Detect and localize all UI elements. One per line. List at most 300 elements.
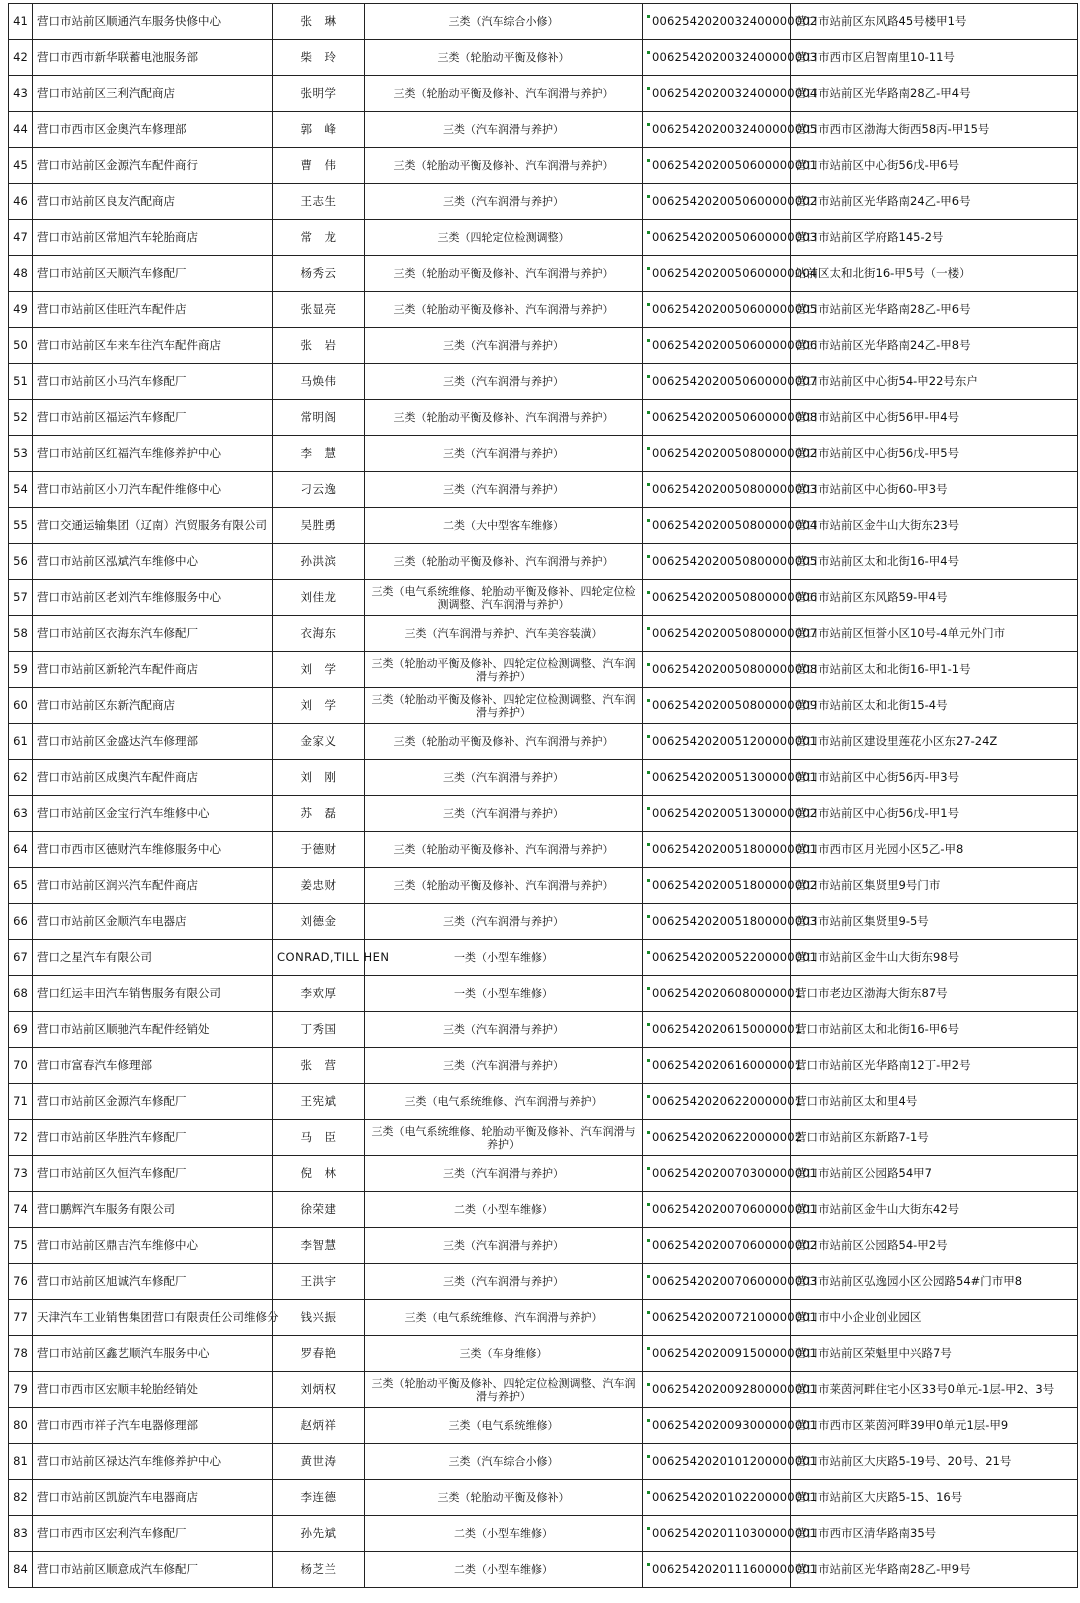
table-row: [9, 580, 1078, 616]
license-number-text: 0062542020050800000006: [652, 590, 818, 604]
business-category-cell: 二类（小型车维修）: [365, 1192, 643, 1228]
cell-corner-marker: [647, 123, 650, 126]
business-name-cell: 营口红运丰田汽车销售服务有限公司: [33, 976, 273, 1012]
license-number-cell: [643, 1480, 818, 1516]
legal-representative-cell: 孙先斌: [273, 1516, 365, 1552]
license-number-text: 0062542020050600000001: [652, 158, 818, 172]
table-row: [9, 1084, 1078, 1120]
business-category-cell: 三类（轮胎动平衡及修补、汽车润滑与养护）: [365, 868, 643, 904]
cell-corner-marker: [647, 843, 650, 846]
row-number-cell: 84: [9, 1552, 33, 1588]
business-category-cell: 三类（轮胎动平衡及修补）: [365, 40, 643, 76]
table-body: [9, 4, 1078, 1588]
legal-representative-cell: 赵炳祥: [273, 1408, 365, 1444]
license-number-text: 0062542020050800000004: [652, 518, 818, 532]
business-category-cell: 三类（汽车润滑与养护）: [365, 364, 643, 400]
cell-corner-marker: [647, 15, 650, 18]
license-number-text: 0062542020050600000006: [652, 338, 818, 352]
row-number-cell: 58: [9, 616, 33, 652]
license-number-cell: [643, 256, 818, 292]
legal-representative-cell: 王洪宇: [273, 1264, 365, 1300]
legal-representative-cell: 李欢厚: [273, 976, 365, 1012]
legal-representative-cell: 曹 伟: [273, 148, 365, 184]
business-category-cell: 三类（轮胎动平衡及修补、汽车润滑与养护）: [365, 76, 643, 112]
license-number-cell: [643, 112, 818, 148]
table-row: [9, 868, 1078, 904]
table-row: [9, 1264, 1078, 1300]
legal-representative-cell: 王志生: [273, 184, 365, 220]
cell-corner-marker: [647, 267, 650, 270]
row-number-cell: 73: [9, 1156, 33, 1192]
business-address-cell: 营口市西市区渤海大街西58丙-甲15号: [791, 112, 1078, 148]
license-number-text: 0062542020050800000008: [652, 662, 818, 676]
cell-corner-marker: [647, 915, 650, 918]
business-address-cell: 营口市站前区光华路南28乙-甲9号: [791, 1552, 1078, 1588]
table-row: [9, 1408, 1078, 1444]
license-number-text: 0062542020050600000005: [652, 302, 818, 316]
cell-corner-marker: [647, 51, 650, 54]
table-row: [9, 544, 1078, 580]
row-number-cell: 68: [9, 976, 33, 1012]
cell-corner-marker: [647, 627, 650, 630]
cell-corner-marker: [647, 303, 650, 306]
license-number-cell: [643, 508, 818, 544]
license-number-cell: [643, 148, 818, 184]
license-number-cell: [643, 76, 818, 112]
license-number-cell: [643, 1084, 803, 1120]
business-name-cell: 营口市站前区旭诚汽车修配厂: [33, 1264, 273, 1300]
legal-representative-cell: 李连德: [273, 1480, 365, 1516]
legal-representative-cell: 钱兴振: [273, 1300, 365, 1336]
cell-corner-marker: [647, 663, 650, 666]
license-number-cell: [643, 1444, 818, 1480]
business-address-cell: 营口市站前区集贤里9号门市: [791, 868, 1078, 904]
business-name-cell: 营口市西市区宏利汽车修配厂: [33, 1516, 273, 1552]
business-category-cell: 一类（小型车维修）: [365, 940, 643, 976]
cell-corner-marker: [647, 1527, 650, 1530]
license-number-cell: [643, 688, 818, 724]
business-address-cell: 营口市站前区中心街56戊-甲5号: [791, 436, 1078, 472]
registry-sheet: [8, 3, 1077, 1588]
business-name-cell: 营口市站前区顺通汽车服务快修中心: [33, 4, 273, 40]
cell-corner-marker: [647, 483, 650, 486]
business-name-cell: 天津汽车工业销售集团营口有限责任公司维修分: [33, 1300, 273, 1336]
row-number-cell: 55: [9, 508, 33, 544]
business-category-cell: 三类（轮胎动平衡及修补、汽车润滑与养护）: [365, 292, 643, 328]
row-number-cell: 44: [9, 112, 33, 148]
license-number-cell: [643, 796, 818, 832]
license-number-text: 0062542020050800000005: [652, 554, 818, 568]
cell-corner-marker: [647, 87, 650, 90]
cell-corner-marker: [647, 1239, 650, 1242]
business-name-cell: 营口市站前区成奥汽车配件商店: [33, 760, 273, 796]
license-number-cell: [643, 220, 818, 256]
business-category-cell: 三类（汽车润滑与养护）: [365, 1012, 643, 1048]
legal-representative-cell: 郭 峰: [273, 112, 365, 148]
table-row: [9, 688, 1078, 724]
row-number-cell: 82: [9, 1480, 33, 1516]
license-number-cell: [643, 1228, 818, 1264]
business-address-cell: 营口市站前区公园路54甲7: [791, 1156, 1078, 1192]
legal-representative-cell: 王宪斌: [273, 1084, 365, 1120]
business-name-cell: 营口市站前区凯旋汽车电器商店: [33, 1480, 273, 1516]
business-name-cell: 营口市站前区鑫艺顺汽车服务中心: [33, 1336, 273, 1372]
legal-representative-cell: 李 慧: [273, 436, 365, 472]
legal-representative-cell: 于德财: [273, 832, 365, 868]
cell-corner-marker: [647, 771, 650, 774]
business-address-cell: 营口市站前区建设里莲花小区东27-24Z: [791, 724, 1078, 760]
business-address-cell: 营口市站前区中心街54-甲22号东户: [791, 364, 1078, 400]
table-row: [9, 796, 1078, 832]
table-row: [9, 832, 1078, 868]
license-number-text: 0062542020092800000001: [652, 1382, 818, 1396]
row-number-cell: 62: [9, 760, 33, 796]
business-category-cell: 一类（小型车维修）: [365, 976, 643, 1012]
cell-corner-marker: [647, 519, 650, 522]
legal-representative-cell: 马 臣: [273, 1120, 365, 1156]
business-category-cell: 三类（电气系统维修、汽车润滑与养护）: [365, 1084, 643, 1120]
row-number-cell: 57: [9, 580, 33, 616]
business-category-cell: 三类（汽车润滑与养护）: [365, 112, 643, 148]
row-number-cell: 79: [9, 1372, 33, 1408]
table-row: [9, 760, 1078, 796]
business-address-cell: 营口市站前区东新路7-1号: [791, 1120, 1078, 1156]
cell-corner-marker: [647, 1491, 650, 1494]
business-name-cell: 营口市站前区小马汽车修配厂: [33, 364, 273, 400]
business-name-cell: 营口市站前区泓斌汽车维修中心: [33, 544, 273, 580]
business-name-cell: 营口市站前区东新汽配商店: [33, 688, 273, 724]
row-number-cell: 42: [9, 40, 33, 76]
license-number-text: 0062542020091500000001: [652, 1346, 818, 1360]
table-row: [9, 1048, 1078, 1084]
business-name-cell: 营口市西市祥子汽车电器修理部: [33, 1408, 273, 1444]
row-number-cell: 56: [9, 544, 33, 580]
business-address-cell: 营口市站前区光华路南28乙-甲4号: [791, 76, 1078, 112]
cell-corner-marker: [647, 1059, 650, 1062]
row-number-cell: 70: [9, 1048, 33, 1084]
table-row: [9, 1012, 1078, 1048]
business-address-cell: 营口市中小企业创业园区: [791, 1300, 1078, 1336]
business-category-cell: 三类（电气系统维修、轮胎动平衡及修补、汽车润滑与养护）: [365, 1120, 643, 1156]
row-number-cell: 52: [9, 400, 33, 436]
business-address-cell: 营口市站前区东风路59-甲4号: [791, 580, 1078, 616]
legal-representative-cell: 罗春艳: [273, 1336, 365, 1372]
business-address-cell: 营口市站前区中心街60-甲3号: [791, 472, 1078, 508]
table-row: [9, 112, 1078, 148]
business-address-cell: 站前区太和北街16-甲5号（一楼）: [791, 256, 1078, 292]
business-category-cell: 三类（轮胎动平衡及修补、汽车润滑与养护）: [365, 400, 643, 436]
business-name-cell: 营口市站前区华胜汽车修配厂: [33, 1120, 273, 1156]
license-number-cell: [643, 1048, 803, 1084]
cell-corner-marker: [647, 555, 650, 558]
license-number-text: 0062542020070300000001: [652, 1166, 818, 1180]
business-address-cell: 营口市站前区金牛山大街东42号: [791, 1192, 1078, 1228]
license-number-cell: [643, 472, 818, 508]
license-number-cell: [643, 616, 818, 652]
row-number-cell: 81: [9, 1444, 33, 1480]
table-row: [9, 508, 1078, 544]
license-number-cell: [643, 976, 803, 1012]
license-number-cell: [643, 1192, 818, 1228]
business-address-cell: 营口市站前区光华路南28乙-甲6号: [791, 292, 1078, 328]
legal-representative-cell: 张 岩: [273, 328, 365, 364]
legal-representative-cell: 张显亮: [273, 292, 365, 328]
business-name-cell: 营口市站前区衣海东汽车修配厂: [33, 616, 273, 652]
row-number-cell: 51: [9, 364, 33, 400]
license-number-cell: [643, 1336, 818, 1372]
row-number-cell: 63: [9, 796, 33, 832]
business-category-cell: 三类（电气系统维修）: [365, 1408, 643, 1444]
business-name-cell: 营口市站前区佳旺汽车配件店: [33, 292, 273, 328]
license-number-text: 0062542020051300000002: [652, 806, 818, 820]
row-number-cell: 49: [9, 292, 33, 328]
cell-corner-marker: [647, 231, 650, 234]
table-row: [9, 1156, 1078, 1192]
row-number-cell: 60: [9, 688, 33, 724]
legal-representative-cell: 孙洪滨: [273, 544, 365, 580]
table-row: [9, 184, 1078, 220]
cell-corner-marker: [647, 339, 650, 342]
business-name-cell: 营口市西市区宏顺丰轮胎经销处: [33, 1372, 273, 1408]
business-name-cell: 营口市西市新华联蓄电池服务部: [33, 40, 273, 76]
business-address-cell: 营口市站前区光华路南24乙-甲6号: [791, 184, 1078, 220]
business-name-cell: 营口市站前区顺驰汽车配件经销处: [33, 1012, 273, 1048]
license-number-cell: [643, 400, 818, 436]
license-number-text: 0062542020070600000002: [652, 1238, 818, 1252]
license-number-cell: [643, 364, 818, 400]
license-number-cell: [643, 652, 818, 688]
business-name-cell: 营口市站前区良友汽配商店: [33, 184, 273, 220]
business-name-cell: 营口市站前区老刘汽车维修服务中心: [33, 580, 273, 616]
business-category-cell: 三类（电气系统维修、轮胎动平衡及修补、四轮定位检测调整、汽车润滑与养护）: [365, 580, 643, 616]
business-name-cell: 营口市站前区常旭汽车轮胎商店: [33, 220, 273, 256]
license-number-text: 0062542020070600000001: [652, 1202, 818, 1216]
business-address-cell: 营口市站前区光华路南12丁-甲2号: [791, 1048, 1078, 1084]
license-number-text: 0062542020032400000002: [652, 14, 818, 28]
row-number-cell: 75: [9, 1228, 33, 1264]
legal-representative-cell: 金家义: [273, 724, 365, 760]
legal-representative-cell: 刘 学: [273, 652, 365, 688]
business-address-cell: 营口市西市区莱茵河畔39甲0单元1层-甲9: [791, 1408, 1078, 1444]
business-category-cell: 二类（大中型客车维修）: [365, 508, 643, 544]
legal-representative-cell: 姜忠财: [273, 868, 365, 904]
business-address-cell: 营口市站前区集贤里9-5号: [791, 904, 1078, 940]
legal-representative-cell: 张 营: [273, 1048, 365, 1084]
legal-representative-cell: 张 琳: [273, 4, 365, 40]
business-category-cell: 三类（轮胎动平衡及修补、汽车润滑与养护）: [365, 724, 643, 760]
legal-representative-cell: 徐荣建: [273, 1192, 365, 1228]
license-number-text: 0062542020051800000003: [652, 914, 818, 928]
cell-corner-marker: [647, 1383, 650, 1386]
row-number-cell: 59: [9, 652, 33, 688]
row-number-cell: 45: [9, 148, 33, 184]
license-number-cell: [643, 436, 818, 472]
business-address-cell: 营口市站前区弘逸园小区公园路54#门市甲8: [791, 1264, 1078, 1300]
business-category-cell: 三类（汽车润滑与养护、汽车美容装潢）: [365, 616, 643, 652]
legal-representative-cell: 吴胜勇: [273, 508, 365, 544]
business-category-cell: 三类（汽车润滑与养护）: [365, 1228, 643, 1264]
table-row: [9, 616, 1078, 652]
table-row: [9, 292, 1078, 328]
business-category-cell: 三类（汽车综合小修）: [365, 1444, 643, 1480]
license-number-text: 0062542020050800000007: [652, 626, 818, 640]
business-address-cell: 营口市西市区启智南里10-11号: [791, 40, 1078, 76]
legal-representative-cell: 刘德金: [273, 904, 365, 940]
table-row: [9, 40, 1078, 76]
table-row: [9, 1552, 1078, 1588]
license-number-cell: [643, 832, 818, 868]
business-category-cell: 三类（汽车润滑与养护）: [365, 1156, 643, 1192]
business-category-cell: 三类（汽车润滑与养护）: [365, 436, 643, 472]
business-name-cell: 营口之星汽车有限公司: [33, 940, 273, 976]
cell-corner-marker: [647, 699, 650, 702]
row-number-cell: 43: [9, 76, 33, 112]
cell-corner-marker: [647, 987, 650, 990]
legal-representative-cell: 杨秀云: [273, 256, 365, 292]
business-category-cell: 三类（电气系统维修、汽车润滑与养护）: [365, 1300, 643, 1336]
legal-representative-cell: 丁秀国: [273, 1012, 365, 1048]
business-name-cell: 营口市西市区德财汽车维修服务中心: [33, 832, 273, 868]
license-number-cell: [643, 544, 818, 580]
business-category-cell: 三类（轮胎动平衡及修补、汽车润滑与养护）: [365, 256, 643, 292]
cell-corner-marker: [647, 447, 650, 450]
table-row: [9, 904, 1078, 940]
business-name-cell: 营口市站前区车来车往汽车配件商店: [33, 328, 273, 364]
legal-representative-cell: 刘炳权: [273, 1372, 365, 1408]
legal-representative-cell: 苏 磊: [273, 796, 365, 832]
business-address-cell: 营口市站前区太和北街15-4号: [791, 688, 1078, 724]
table-row: [9, 400, 1078, 436]
legal-representative-cell: 常明阁: [273, 400, 365, 436]
business-address-cell: 营口市站前区金牛山大街东23号: [791, 508, 1078, 544]
business-category-cell: 三类（四轮定位检测调整）: [365, 220, 643, 256]
business-address-cell: 营口市老边区渤海大街东87号: [791, 976, 1078, 1012]
business-name-cell: 营口鹏辉汽车服务有限公司: [33, 1192, 273, 1228]
business-category-cell: 三类（汽车综合小修）: [365, 4, 643, 40]
business-category-cell: 三类（汽车润滑与养护）: [365, 796, 643, 832]
license-number-text: 0062542020051300000001: [652, 770, 818, 784]
business-name-cell: 营口市站前区金顺汽车电器店: [33, 904, 273, 940]
row-number-cell: 74: [9, 1192, 33, 1228]
row-number-cell: 80: [9, 1408, 33, 1444]
row-number-cell: 76: [9, 1264, 33, 1300]
row-number-cell: 53: [9, 436, 33, 472]
license-number-cell: [643, 1120, 803, 1156]
table-row: [9, 328, 1078, 364]
table-row: [9, 220, 1078, 256]
row-number-cell: 66: [9, 904, 33, 940]
license-number-text: 0062542020051200000001: [652, 734, 818, 748]
license-number-text: 0062542020050600000004: [652, 266, 818, 280]
business-name-cell: 营口市富春汽车修理部: [33, 1048, 273, 1084]
business-name-cell: 营口市站前区久恒汽车修配厂: [33, 1156, 273, 1192]
license-number-cell: [643, 1516, 818, 1552]
license-number-cell: [643, 940, 818, 976]
row-number-cell: 69: [9, 1012, 33, 1048]
license-number-cell: [643, 1408, 818, 1444]
table-row: [9, 1444, 1078, 1480]
row-number-cell: 71: [9, 1084, 33, 1120]
table-row: [9, 1516, 1078, 1552]
license-number-text: 0062542020052200000001: [652, 950, 818, 964]
legal-representative-cell: 刘 学: [273, 688, 365, 724]
license-number-text: 0062542020050800000003: [652, 482, 818, 496]
business-name-cell: 营口市站前区小刀汽车配件维修中心: [33, 472, 273, 508]
business-address-cell: 营口市站前区中心街56甲-甲4号: [791, 400, 1078, 436]
business-address-cell: 营口市站前区太和北街16-甲4号: [791, 544, 1078, 580]
business-name-cell: 营口市西市区金奥汽车修理部: [33, 112, 273, 148]
table-row: [9, 1192, 1078, 1228]
cell-corner-marker: [647, 1563, 650, 1566]
table-row: [9, 1120, 1078, 1156]
row-number-cell: 61: [9, 724, 33, 760]
business-category-cell: 三类（车身维修）: [365, 1336, 643, 1372]
cell-corner-marker: [647, 879, 650, 882]
business-address-cell: 营口市站前区光华路南24乙-甲8号: [791, 328, 1078, 364]
license-number-text: 0062542020070600000003: [652, 1274, 818, 1288]
business-address-cell: 营口市西市区月光园小区5乙-甲8: [791, 832, 1078, 868]
license-number-cell: [643, 1012, 803, 1048]
row-number-cell: 46: [9, 184, 33, 220]
business-address-cell: 营口市西市区清华路南35号: [791, 1516, 1078, 1552]
table-row: [9, 1336, 1078, 1372]
legal-representative-cell: 黄世涛: [273, 1444, 365, 1480]
legal-representative-cell: 衣海东: [273, 616, 365, 652]
business-address-cell: 营口市站前区学府路145-2号: [791, 220, 1078, 256]
license-number-cell: [643, 724, 818, 760]
cell-corner-marker: [647, 1311, 650, 1314]
row-number-cell: 54: [9, 472, 33, 508]
row-number-cell: 48: [9, 256, 33, 292]
repair-business-table: [8, 3, 1078, 1588]
business-category-cell: 三类（轮胎动平衡及修补、四轮定位检测调整、汽车润滑与养护）: [365, 1372, 643, 1408]
business-category-cell: 三类（汽车润滑与养护）: [365, 1048, 643, 1084]
business-name-cell: 营口市站前区红福汽车维修养护中心: [33, 436, 273, 472]
cell-corner-marker: [647, 1455, 650, 1458]
license-number-text: 0062542020093000000001: [652, 1418, 818, 1432]
legal-representative-cell: 倪 林: [273, 1156, 365, 1192]
license-number-text: 0062542020050600000008: [652, 410, 818, 424]
cell-corner-marker: [647, 1203, 650, 1206]
license-number-text: 0062542020111600000001: [652, 1562, 818, 1576]
business-name-cell: 营口市站前区天顺汽车修配厂: [33, 256, 273, 292]
row-number-cell: 64: [9, 832, 33, 868]
business-name-cell: 营口市站前区金源汽车修配厂: [33, 1084, 273, 1120]
table-row: [9, 436, 1078, 472]
business-address-cell: 营口市站前区大庆路5-15、16号: [791, 1480, 1078, 1516]
license-number-cell: [643, 760, 818, 796]
business-name-cell: 营口市站前区禄达汽车维修养护中心: [33, 1444, 273, 1480]
row-number-cell: 78: [9, 1336, 33, 1372]
legal-representative-cell: 常 龙: [273, 220, 365, 256]
legal-representative-cell: 刁云逸: [273, 472, 365, 508]
license-number-cell: [643, 1300, 818, 1336]
license-number-text: 0062542020050600000007: [652, 374, 818, 388]
business-name-cell: 营口交通运输集团（辽南）汽贸服务有限公司: [33, 508, 273, 544]
business-address-cell: 营口市站前区中心街56戊-甲6号: [791, 148, 1078, 184]
row-number-cell: 50: [9, 328, 33, 364]
business-category-cell: 三类（汽车润滑与养护）: [365, 904, 643, 940]
cell-corner-marker: [647, 1023, 650, 1026]
license-number-text: 00625420206150000001: [652, 1022, 803, 1036]
business-address-cell: 营口市站前区太和里4号: [791, 1084, 1078, 1120]
table-row: [9, 472, 1078, 508]
table-row: [9, 1480, 1078, 1516]
table-row: [9, 940, 1078, 976]
row-number-cell: 47: [9, 220, 33, 256]
legal-representative-cell: 刘 刚: [273, 760, 365, 796]
license-number-text: 0062542020102200000001: [652, 1490, 818, 1504]
